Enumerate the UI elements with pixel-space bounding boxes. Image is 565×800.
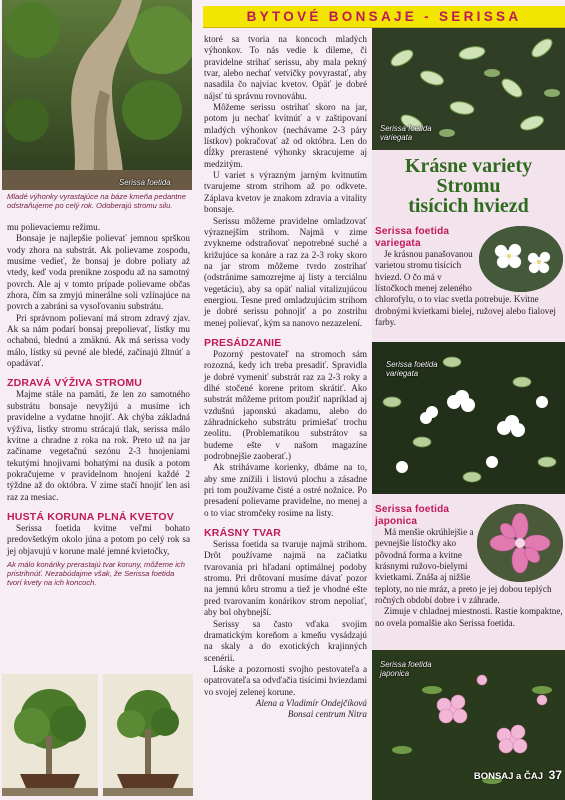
variety-japonica-text: Má menšie okrúhlejšie a pevnejšie lístočky ako pôvodná forma a kvitne krásnymi ružovo-bielymi kvietkami. Znáša aj nižšie teploty, no nie mráz, a preto je jej dobou teplých ročných období dobre i v záhrade.: [375, 527, 552, 606]
left-paragraph-4: Majme stále na pamäti, že len zo samotného substrátu bonsaje nevyžijú a musíme ich pravidelne a vydatne hnojiť. Ak chýba základná výživa, listky stromu strácajú tlak, serissa málo kvitne a chradne z roka na rok. Preto už na jar začíname vegetačnú sezónu 2-3 hnojeniami tekutými hnojivami bohatými na dusík a potom pokračujeme v pravidelnom hnojení každé 2 týždne až do októbra. V zime stačí hnojiť len asi raz za mesiac.: [7, 389, 190, 502]
variety-variegata-text: Je krásnou panašovanou varietou stromu tisícich hviezd. O čo má v lístočkoch menej zeleného chlorofylu, o to viac svetla potrebuje. Kvitne drobnými kvietkami bielej, ružovej alebo fialovej farby.: [375, 249, 556, 328]
middle-paragraph-7: Serissa foetida sa tvaruje najmä strihom. Drôt používame najmä na začiatku tvarovania pri hľadaní optimálnej podoby stromu. Pri drôtovaní musíme dávať pozor na jemnú kôru stromu a tiež je vhodné ešte pred tvarovaním konárikov strom nepoliať, aby bol ohybnejší.: [204, 539, 367, 618]
variety-japonica-photo: [477, 504, 563, 582]
middle-column: [204, 34, 367, 721]
middle-paragraph-1: ktoré sa tvoria na koncoch mladých výhonkov. To nás vedie k dileme, či pravidelne strihať serissu, aby mala pekný tvar, alebo nechať vetvičky povyrastať, aby nasadila čo najviac kvetov. Opäť je dobré nájsť tú správnu rovnováhu.: [204, 34, 367, 101]
bonsai-trunk-image: [2, 0, 192, 190]
signature-authors: Alena a Vladimír Ondejčíková: [255, 697, 367, 708]
top-right-photo-label: Serissa foetida variegata: [380, 124, 432, 142]
variety-variegata-heading-line-1: Serissa foetida: [375, 226, 450, 237]
middle-paragraph-9: Láske a pozornosti svojho pestovateľa a opatrovateľa sa odvďačia tisícimi hviezdami vo svojej zelenej korune.: [204, 663, 367, 697]
variety-japonica-section: [375, 504, 563, 629]
variety-japonica-heading-line-1: Serissa foetida: [375, 504, 450, 515]
varieties-title-line-3: tisícich hviezd: [408, 195, 529, 217]
variety-japonica-text-2: Zimuje v chladnej miestnosti. Rastie kompaktne, no ovela pomalšie ako Serissa foetida.: [375, 606, 563, 628]
left-paragraph-5: Serissa foetida kvitne veľmi bohato predovšetkým okolo júna a potom po celý rok sa jej objavujú v korune malé jemné kvietočky,: [7, 522, 190, 556]
varieties-title-line-1: Krásne variety: [404, 155, 533, 177]
heading-husta-koruna: HUSTÁ KORUNA PLNÁ KVETOV: [7, 510, 174, 523]
header-bar: [203, 6, 565, 28]
variety-japonica-heading-line-2: japonica: [375, 515, 418, 527]
heading-krasny-tvar: KRÁSNY TVAR: [204, 527, 282, 540]
page-number: 37: [548, 768, 562, 782]
left-paragraph-2: Bonsaje je najlepšie polievať jemnou sprškou vody zhora na substrát. Ak polievame zospodu, musíme vedieť, že bonsaj je dobre poliaty až vtedy, keď voda prenikne zospodu až na samotný povrch. Ale aj v tomto prípade polievame občas zhora, čím sa zmyjú minerálne soli vzlínajúce na povrch a zabráni sa vysoľovaniu substrátu.: [7, 233, 190, 312]
bonsai-photo-before: [2, 674, 98, 796]
variety-variegata-photo: [479, 226, 563, 292]
varieties-title-line-2: Stromu: [436, 175, 501, 197]
right-column: [372, 28, 565, 800]
left-paragraph-3: Pri správnom polievaní má strom zdravý zjav. Ak sa nám podarí bonsaj prepolievať, lístky mu ochabnú, blednú a zmäknú. Ak má serissa vody málo, lístky sú pevné ale bledé, začínajú žltnúť a opadávať.: [7, 312, 190, 369]
middle-paragraph-2: Môžeme serissu ostrihať skoro na jar, potom ju nechať kvitnúť a v zaštipovaní mladých výhonkov (nechávame 2-3 páry lístkov) pokračovať až od októbra. Len do dĺžky prerastené výhonky skracujeme aj medzitým.: [204, 102, 367, 169]
variety-variegata-section: [375, 226, 563, 328]
heading-presadzanie: PRESÁDZANIE: [204, 336, 282, 349]
heading-zdrava-vyziva: ZDRAVÁ VÝŽIVA STROMU: [7, 377, 143, 390]
mid-right-photo-label: Serissa foetida variegata: [386, 360, 438, 378]
middle-paragraph-5: Pozorný pestovateľ na stromoch sám rozozná, kedy ich treba presadiť. Spravidla je dobré vymeniť substrát raz za 2-3 roky a dlhé stočené korene pritom skrátiť. Ako substrát môžeme pritom použiť napríklad aj vzdušnú japonskú akadamu, alebo do záhradníckeho substrátu primiešať trochu zeolitu. (Problematikou substrátov sa budeme ešte v našom magazíne podrobnejšie zaoberať.): [204, 348, 367, 462]
middle-paragraph-6: Ak strihávame korienky, dbáme na to, aby sme znížili i listovú plochu a zásadne pri tom používame čisté a ostré nožnice. Po presadení polievame pravidelne, no menej a o to viac stromčeky rosíme na listy.: [204, 462, 367, 518]
bottom-left-caption: Ak málo konáriky prerastajú tvar koruny, môžeme ich pristrihnúť. Nezabúdajme však, že Serissa foetida tvorí kvety na ich koncoch.: [7, 559, 185, 587]
middle-paragraph-3: U variet s výrazným jarným kvitnutím tvarujeme strom strihom až po odkvete. Záplava kvetov je znakom zdravia a vitality bonsaje.: [204, 170, 367, 215]
left-body: [7, 222, 190, 587]
top-left-caption: Mladé výhonky vyrastajúce na báze kmeňa pedantne odstraňujeme po celý rok. Odoberajú stromu silu.: [7, 192, 186, 210]
page-footer: [426, 768, 562, 782]
left-paragraph-1: mu polievaciemu režimu.: [7, 222, 100, 232]
bottom-right-photo-label: Serissa foetida japonica: [380, 660, 432, 678]
variety-variegata-heading-line-2: variegata: [375, 237, 421, 249]
magazine-name: BONSAJ a ČAJ: [473, 771, 543, 782]
mid-right-photo: [372, 342, 565, 494]
header-title: BYTOVÉ BONSAJE - SERISSA: [246, 9, 522, 24]
varieties-title: [372, 156, 565, 216]
middle-paragraph-8: Serissy sa často vďaka svojim dramatickým koreňom a kmeňu vysádzajú na skaly a do exotických krajinných scenérií.: [204, 618, 367, 663]
middle-paragraph-4: Serissu môžeme pravidelne omladzovať výraznejším strihom. Najmä v zime zvykneme odstraňovať nepotrebné suché a križujúce sa konáre a raz za 2-3 roky skoro na jar strom môžeme tvrdo zostrihať (odstránime samozrejme aj listy a terciálnu vegetáciu), aby sa opäť nalial vitalizujúcou energiou. Tesne pred omladzujúcim strihom je dobré serissu pohnojiť a po zostrihu menej polievať, kým sa nanovo nezazelení.: [204, 215, 367, 328]
signature-organization: Bonsai centrum Nitra: [287, 709, 367, 720]
top-left-photo-label: Serissa foetida: [119, 178, 171, 187]
top-right-photo: [372, 28, 565, 150]
bonsai-photo-after: [103, 674, 193, 796]
top-left-photo: [2, 0, 192, 190]
